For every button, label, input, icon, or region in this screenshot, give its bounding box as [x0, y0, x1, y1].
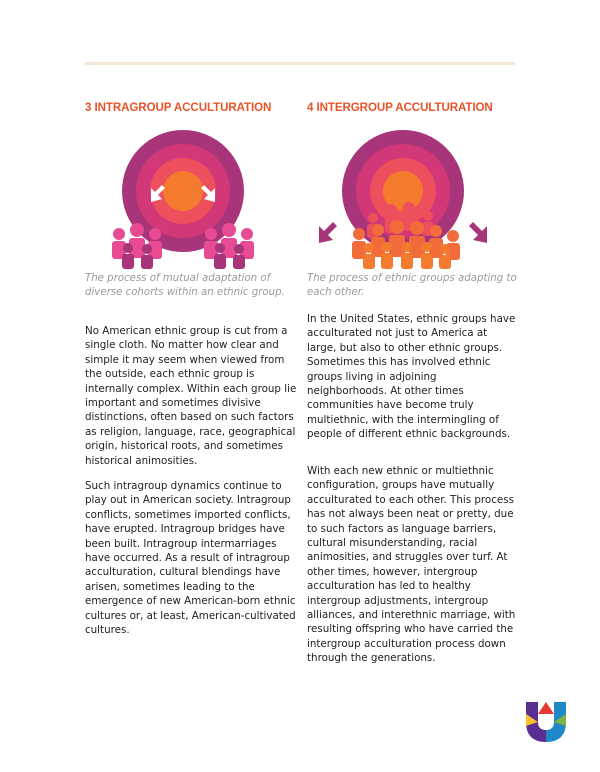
column-intergroup [307, 100, 519, 665]
column-intragroup [85, 100, 297, 637]
body-paragraph: With each new ethnic or multiethnic configuration, groups have mutually acculturated to each other. This process has not always been neat or pretty, due to such factors as language barriers, cultural misunderstanding, racial animosities, and struggles over turf. At other times, however, intergroup acculturation has led to healthy intergroup adjustments, intergroup alliances, and interethnic marriage, with resulting offspring who have carried the intergroup acculturation process down through the generations. [307, 465, 516, 665]
section-heading: 4 INTERGROUP ACCULTURATION [307, 101, 493, 114]
concentric-circles-illustration [307, 130, 519, 270]
figure-caption: The process of mutual adaptation of diverse cohorts within an ethnic group. [85, 273, 285, 298]
intergroup-illustration [307, 130, 519, 270]
arrow-icon [319, 222, 337, 243]
body-paragraph: No American ethnic group is cut from a single cloth. No matter how clear and simple it may seem when viewed from the outside, each ethnic group is internally complex. Within each group lie important and sometimes divisive distinctions, often based on such factors as religion, language, race, geographical origin, historical roots, and sometimes historical animosities. [85, 325, 297, 467]
people-group-icon [112, 223, 162, 269]
people-group-icon [204, 223, 254, 269]
section-heading: 3 INTRAGROUP ACCULTURATION [85, 101, 272, 114]
concentric-circles-illustration [85, 130, 297, 270]
top-divider [85, 62, 515, 65]
intragroup-illustration [85, 130, 297, 270]
body-paragraph: In the United States, ethnic groups have acculturated not just to America at large, but also to other ethnic groups. Sometimes this has involved ethnic groups living in adjoining neighborhoods. At other times communities have become truly multiethnic, with the intermingling of people of different ethnic backgrounds. [307, 313, 516, 441]
figure-caption: The process of ethnic groups adapting to each other. [307, 273, 517, 298]
arrow-icon [469, 222, 487, 243]
univision-logo-icon [524, 700, 570, 744]
body-paragraph: Such intragroup dynamics continue to play out in American society. Intragroup conflicts, sometimes imported conflicts, have erupted. Intragroup bridges have been built. Intragroup intermarriages have occurred. As a result of intragroup acculturation, cultural blendings have arisen, sometimes leading to the emergence of new American-born ethnic cultures or, at least, American-cultivated cultures. [85, 480, 296, 637]
